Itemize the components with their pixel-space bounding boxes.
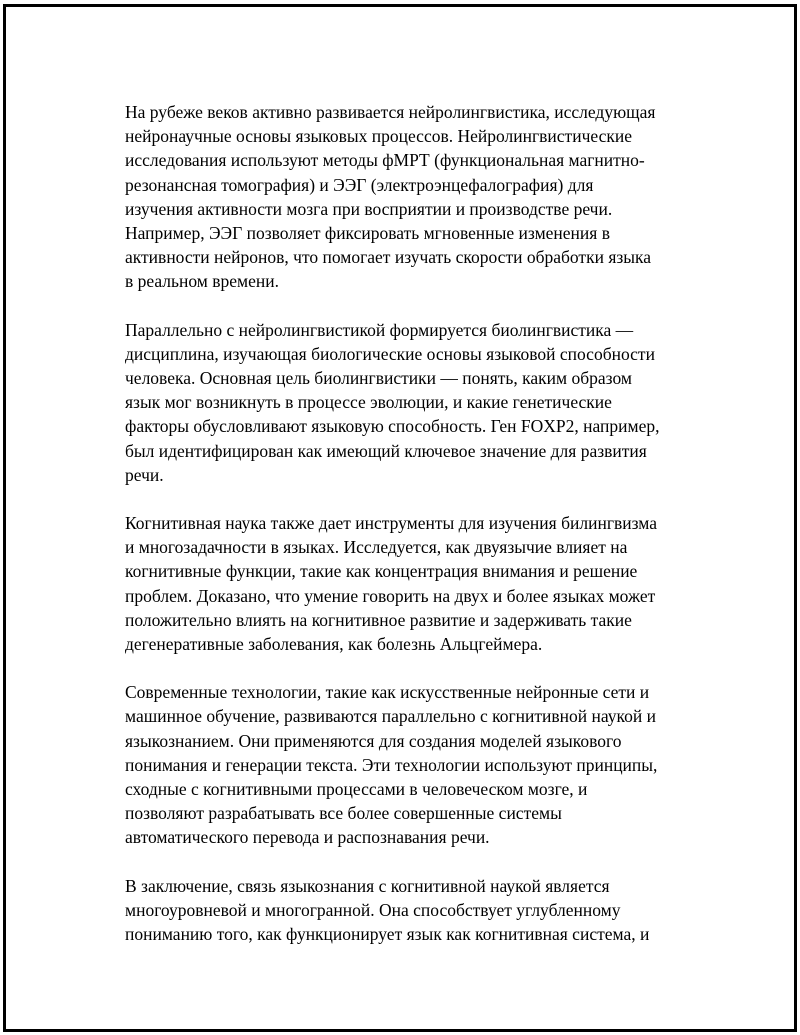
text-line: машинное обучение, развиваются параллельно с когнитивной наукой и (125, 706, 656, 727)
text-line: На рубеже веков активно развивается нейролингвистика, исследующая (125, 102, 656, 122)
page-frame (3, 4, 797, 1032)
text-line: исследования используют методы фМРТ (функциональная магнитно- (125, 150, 645, 171)
text-line: резонансная томография) и ЭЭГ (электроэнцефалография) для (125, 174, 594, 195)
text-line: речи. (125, 464, 164, 485)
text-line: Современные технологии, такие как искусственные нейронные сети и (125, 682, 650, 703)
text-line: факторы обусловливают языковую способность. Ген FOXP2, например, (125, 416, 660, 437)
text-line: позволяют разрабатывать все более совершенные системы (125, 803, 562, 824)
text-line: Когнитивная наука также дает инструменты для изучения билингвизма (125, 513, 658, 534)
text-line: нейронаучные основы языковых процессов. Нейролингвистические (125, 126, 632, 147)
text-line: был идентифицирован как имеющий ключевое значение для развития (125, 440, 647, 461)
text-line: понимания и генерации текста. Эти технологии используют принципы, (125, 754, 658, 775)
paragraph-biolinguistics (125, 318, 695, 487)
text-line: языкознанием. Они применяются для создания моделей языкового (125, 730, 622, 751)
text-line: активности нейронов, что помогает изучать скорости обработки языка (125, 247, 652, 268)
text-line: автоматического перевода и распознавания речи. (125, 827, 490, 848)
text-line: положительно влиять на когнитивное развитие и задерживать такие (125, 609, 632, 630)
text-line: дисциплина, изучающая биологические основы языковой способности (125, 343, 655, 364)
paragraph-neurolinguistics (125, 100, 695, 294)
text-line: язык мог возникнуть в процессе эволюции, и какие генетические (125, 392, 612, 413)
text-line: изучения активности мозга при восприятии и производстве речи. (125, 198, 613, 219)
text-line: пониманию того, как функционирует язык как когнитивная система, и (125, 924, 650, 945)
text-line: сходные с когнитивными процессами в человеческом мозге, и (125, 779, 588, 800)
text-line: и многозадачности в языках. Исследуется, как двуязычие влияет на (125, 537, 628, 558)
text-line: когнитивные функции, такие как концентрация внимания и решение (125, 561, 638, 582)
text-line: многоуровневой и многогранной. Она способствует углубленному (125, 899, 621, 920)
document-body (125, 100, 695, 970)
paragraph-bilingualism (125, 511, 695, 656)
paragraph-technologies (125, 680, 695, 849)
text-line: в реальном времени. (125, 271, 279, 292)
text-line: Например, ЭЭГ позволяет фиксировать мгновенные изменения в (125, 223, 610, 244)
paragraph-conclusion (125, 874, 695, 947)
text-line: проблем. Доказано, что умение говорить на двух и более языках может (125, 585, 656, 606)
text-line: Параллельно с нейролингвистикой формируется биолингвистика — (125, 319, 634, 340)
text-line: дегенеративные заболевания, как болезнь Альцгеймера. (125, 634, 543, 655)
text-line: В заключение, связь языкознания с когнитивной наукой является (125, 875, 610, 896)
text-line: человека. Основная цель биолингвистики — понять, каким образом (125, 368, 632, 389)
